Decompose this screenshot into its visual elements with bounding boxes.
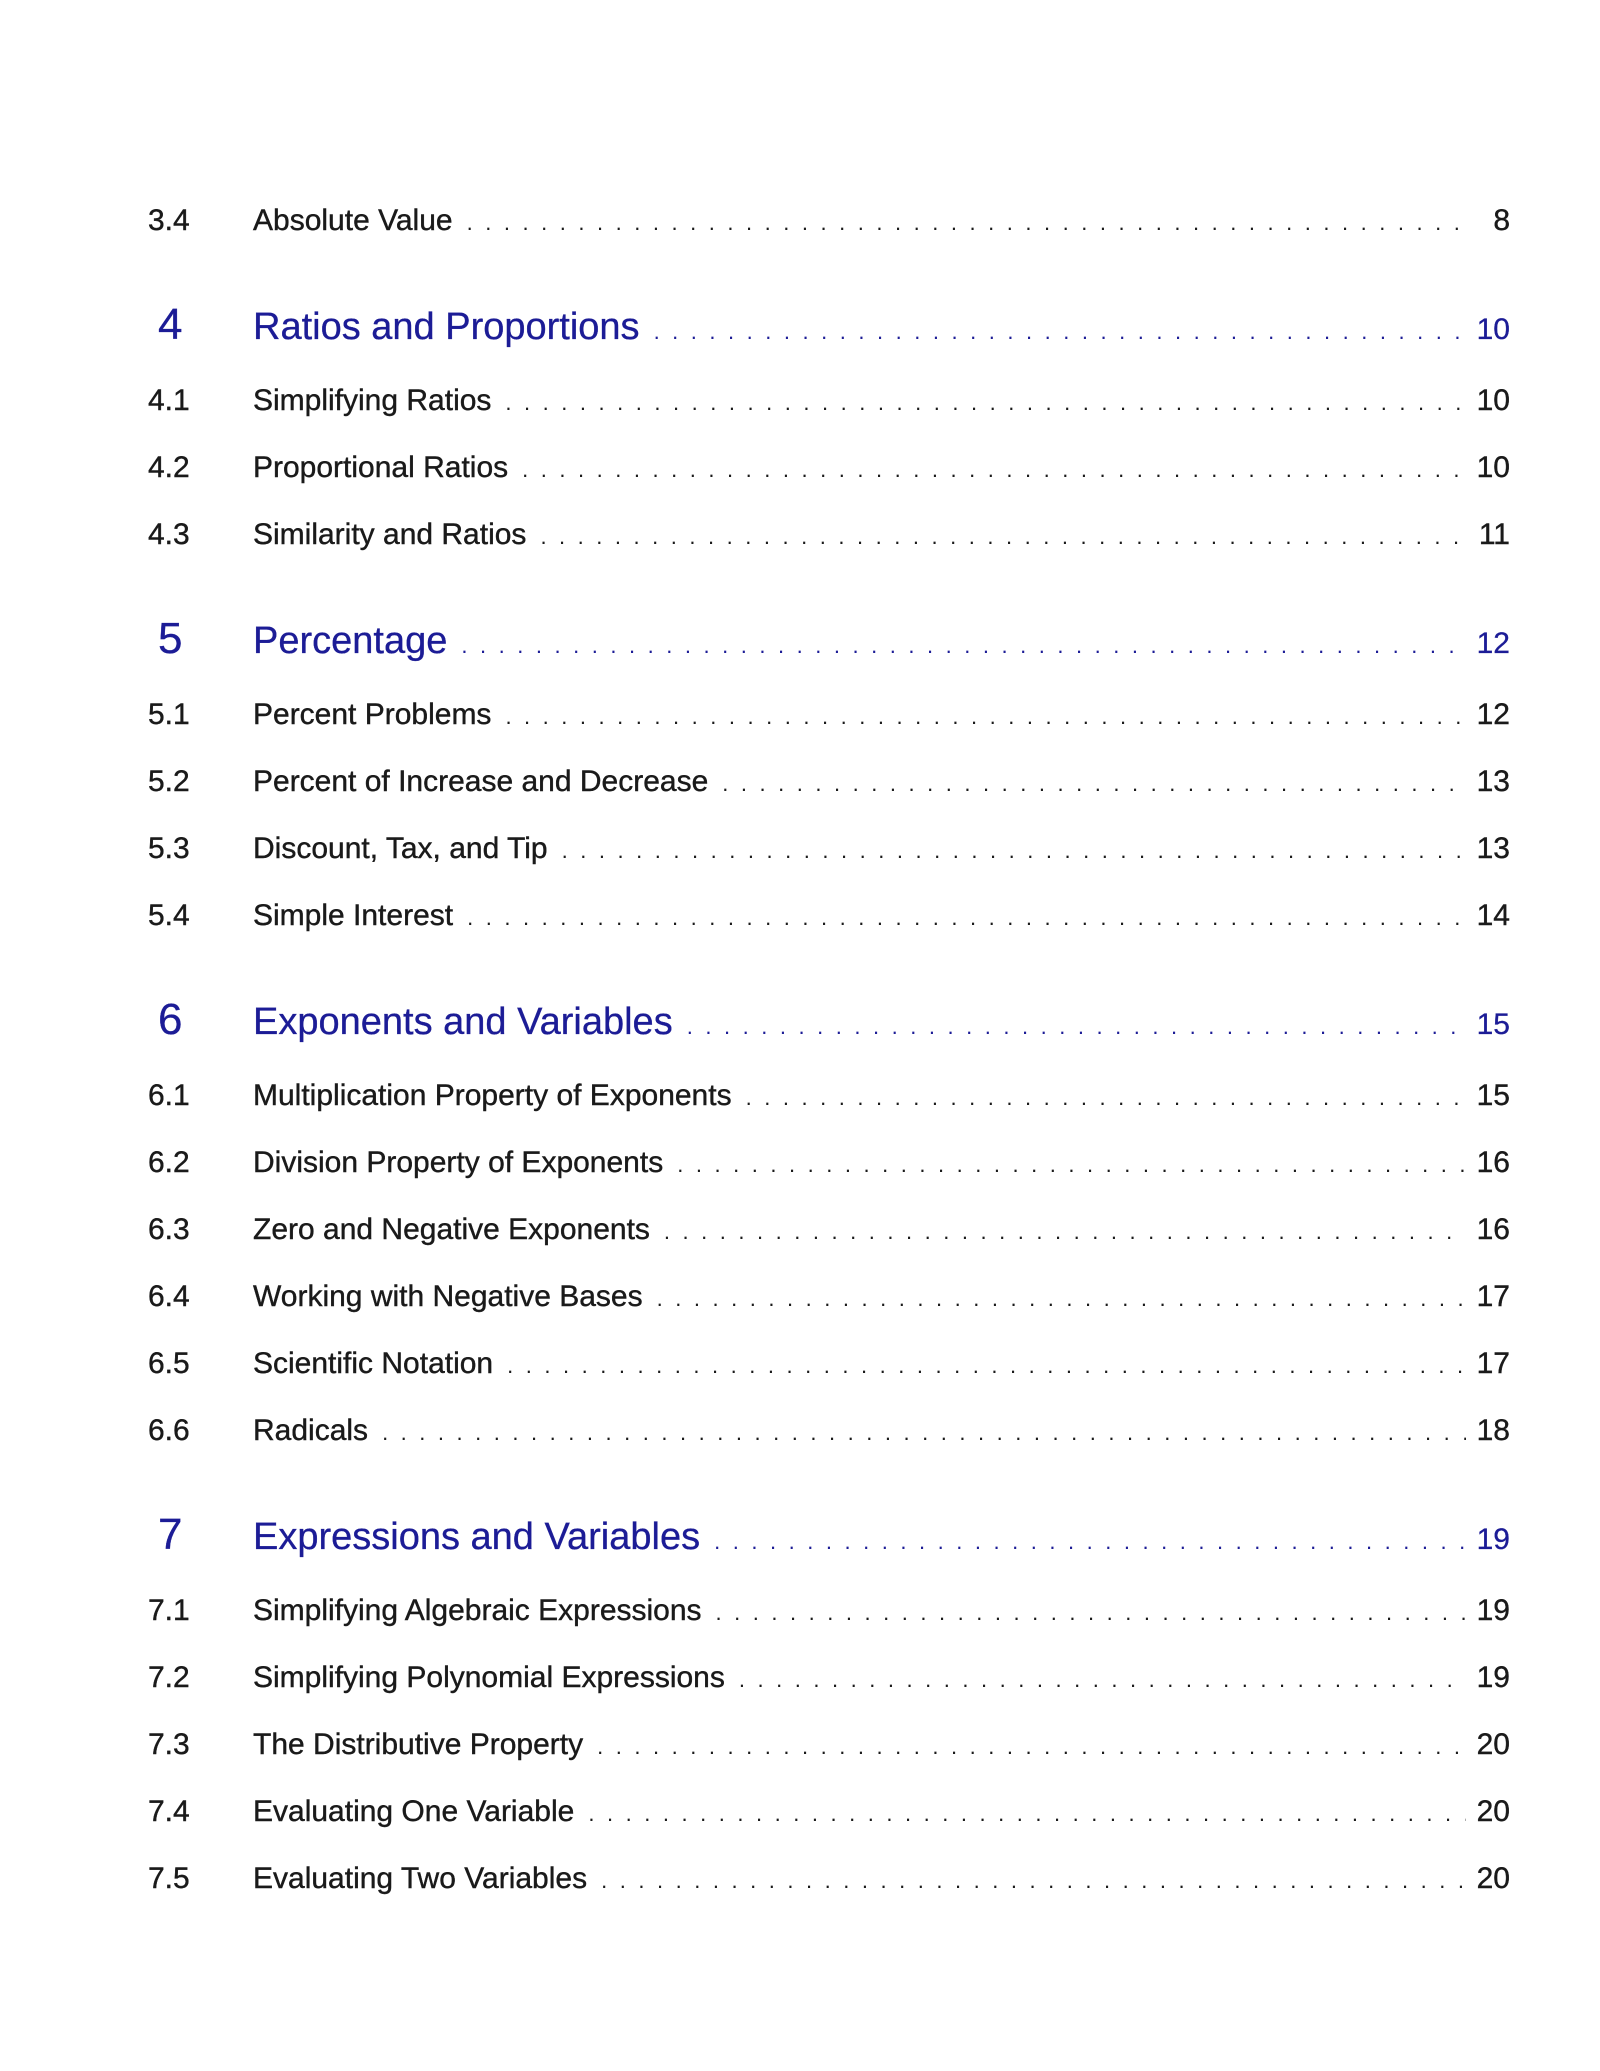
toc-entry-7-5[interactable] (148, 1862, 1510, 1896)
toc-entry-page[interactable]: 10 (1476, 384, 1510, 417)
toc-entry-number: 7.3 (148, 1728, 190, 1761)
toc-entry-title[interactable]: Scientific Notation (253, 1347, 494, 1380)
toc-entry-page[interactable]: 16 (1476, 1213, 1510, 1246)
toc-chapter-title[interactable]: Percentage (253, 620, 448, 662)
dot-leader (461, 633, 1466, 659)
dot-leader (714, 1529, 1466, 1555)
toc-entry-title[interactable]: Evaluating Two Variables (253, 1862, 588, 1895)
toc-entry-number: 7.4 (148, 1795, 190, 1828)
toc-entry-title[interactable]: Simplifying Algebraic Expressions (253, 1594, 702, 1627)
toc-entry-title[interactable]: Discount, Tax, and Tip (253, 832, 548, 865)
dot-leader (677, 1152, 1466, 1178)
dot-leader (522, 457, 1466, 483)
toc-entry-4-1[interactable] (148, 384, 1510, 418)
toc-entry-title[interactable]: Division Property of Exponents (253, 1146, 664, 1179)
dot-leader (601, 1868, 1466, 1894)
toc-entry-page[interactable]: 19 (1476, 1594, 1510, 1627)
toc-chapter-title[interactable]: Ratios and Proportions (253, 306, 640, 348)
toc-chapter-number: 6 (158, 995, 183, 1044)
toc-entry-number: 5.2 (148, 765, 190, 798)
toc-entry-page[interactable]: 8 (1493, 204, 1510, 237)
toc-chapter-number: 7 (158, 1510, 183, 1559)
toc-entry-title[interactable]: Multiplication Property of Exponents (253, 1079, 732, 1112)
toc-entry-page[interactable]: 16 (1476, 1146, 1510, 1179)
toc-entry-page[interactable]: 10 (1476, 451, 1510, 484)
toc-entry-title[interactable]: Simplifying Polynomial Expressions (253, 1661, 725, 1694)
dot-leader (687, 1014, 1466, 1040)
toc-entry-title[interactable]: Absolute Value (253, 204, 453, 237)
toc-entry-number: 7.2 (148, 1661, 190, 1694)
toc-entry-title[interactable]: Percent of Increase and Decrease (253, 765, 709, 798)
toc-entry-title[interactable]: Simple Interest (253, 899, 454, 932)
toc-chapter-6[interactable] (148, 995, 1510, 1045)
toc-entry-number: 5.1 (148, 698, 190, 731)
toc-entry-number: 5.4 (148, 899, 190, 932)
toc-entry-6-3[interactable] (148, 1213, 1510, 1247)
toc-entry-page[interactable]: 13 (1476, 832, 1510, 865)
toc-entry-number: 4.3 (148, 518, 190, 551)
toc-entry-number: 6.2 (148, 1146, 190, 1179)
toc-chapter-number: 4 (158, 300, 183, 349)
toc-entry-title[interactable]: Percent Problems (253, 698, 492, 731)
toc-entry-title[interactable]: Working with Negative Bases (253, 1280, 643, 1313)
toc-entry-title[interactable]: Evaluating One Variable (253, 1795, 575, 1828)
toc-entry-6-5[interactable] (148, 1347, 1510, 1381)
toc-entry-page[interactable]: 19 (1476, 1661, 1510, 1694)
toc-chapter-page[interactable]: 12 (1476, 627, 1510, 660)
toc-entry-page[interactable]: 18 (1476, 1414, 1510, 1447)
toc-chapter-7[interactable] (148, 1510, 1510, 1560)
toc-entry-title[interactable]: Proportional Ratios (253, 451, 509, 484)
dot-leader (467, 905, 1466, 931)
toc-entry-7-4[interactable] (148, 1795, 1510, 1829)
dot-leader (588, 1801, 1466, 1827)
toc-entry-page[interactable]: 17 (1476, 1347, 1510, 1380)
toc-entry-6-6[interactable] (148, 1414, 1510, 1448)
toc-entry-number: 7.1 (148, 1594, 190, 1627)
toc-entry-page[interactable]: 14 (1476, 899, 1510, 932)
toc-entry-5-2[interactable] (148, 765, 1510, 799)
toc-entry-5-4[interactable] (148, 899, 1510, 933)
toc-chapter-page[interactable]: 10 (1476, 313, 1510, 346)
dot-leader (382, 1420, 1466, 1446)
toc-entry-number: 5.3 (148, 832, 190, 865)
toc-entry-title[interactable]: The Distributive Property (253, 1728, 584, 1761)
toc-entry-page[interactable]: 20 (1476, 1728, 1510, 1761)
dot-leader (562, 838, 1466, 864)
toc-chapter-title[interactable]: Exponents and Variables (253, 1001, 673, 1043)
toc-entry-page[interactable]: 20 (1476, 1795, 1510, 1828)
toc-entry-5-3[interactable] (148, 832, 1510, 866)
toc-chapter-title[interactable]: Expressions and Variables (253, 1516, 701, 1558)
toc-chapter-page[interactable]: 15 (1476, 1008, 1510, 1041)
dot-leader (507, 1353, 1466, 1379)
toc-entry-number: 3.4 (148, 204, 190, 237)
toc-entry-number: 6.3 (148, 1213, 190, 1246)
toc-entry-number: 7.5 (148, 1862, 190, 1895)
toc-chapter-5[interactable] (148, 614, 1510, 664)
toc-chapter-number: 5 (158, 614, 183, 663)
toc-entry-title[interactable]: Similarity and Ratios (253, 518, 527, 551)
toc-entry-6-1[interactable] (148, 1079, 1510, 1113)
dot-leader (739, 1667, 1466, 1693)
dot-leader (746, 1085, 1466, 1111)
toc-entry-7-2[interactable] (148, 1661, 1510, 1695)
toc-entry-number: 6.4 (148, 1280, 190, 1313)
dot-leader (722, 771, 1466, 797)
dot-leader (467, 210, 1466, 236)
toc-entry-number: 6.5 (148, 1347, 190, 1380)
toc-entry-title[interactable]: Simplifying Ratios (253, 384, 492, 417)
toc-entry-4-3[interactable] (148, 518, 1510, 552)
toc-entry-title[interactable]: Zero and Negative Exponents (253, 1213, 650, 1246)
toc-entry-number: 4.2 (148, 451, 190, 484)
toc-entry-6-4[interactable] (148, 1280, 1510, 1314)
toc-entry-number: 6.1 (148, 1079, 190, 1112)
dot-leader (716, 1600, 1466, 1626)
dot-leader (540, 524, 1466, 550)
toc-entry-page[interactable]: 13 (1476, 765, 1510, 798)
toc-chapter-page[interactable]: 19 (1476, 1523, 1510, 1556)
toc-entry-number: 6.6 (148, 1414, 190, 1447)
toc-entry-5-1[interactable] (148, 698, 1510, 732)
dot-leader (664, 1219, 1466, 1245)
toc-entry-number: 4.1 (148, 384, 190, 417)
dot-leader (597, 1734, 1466, 1760)
toc-entry-7-3[interactable] (148, 1728, 1510, 1762)
dot-leader (505, 390, 1466, 416)
toc-entry-page[interactable]: 15 (1476, 1079, 1510, 1112)
toc-entry-7-1[interactable] (148, 1594, 1510, 1628)
dot-leader (657, 1286, 1466, 1312)
toc-entry-page[interactable]: 17 (1476, 1280, 1510, 1313)
dot-leader (654, 319, 1466, 345)
toc-chapter-4[interactable] (148, 300, 1510, 350)
toc-entry-6-2[interactable] (148, 1146, 1510, 1180)
toc-entry-3-4[interactable] (148, 204, 1510, 238)
toc-entry-page[interactable]: 11 (1478, 518, 1510, 551)
toc-entry-title[interactable]: Radicals (253, 1414, 369, 1447)
toc-entry-page[interactable]: 20 (1476, 1862, 1510, 1895)
dot-leader (505, 704, 1466, 730)
toc-entry-page[interactable]: 12 (1476, 698, 1510, 731)
toc-entry-4-2[interactable] (148, 451, 1510, 485)
